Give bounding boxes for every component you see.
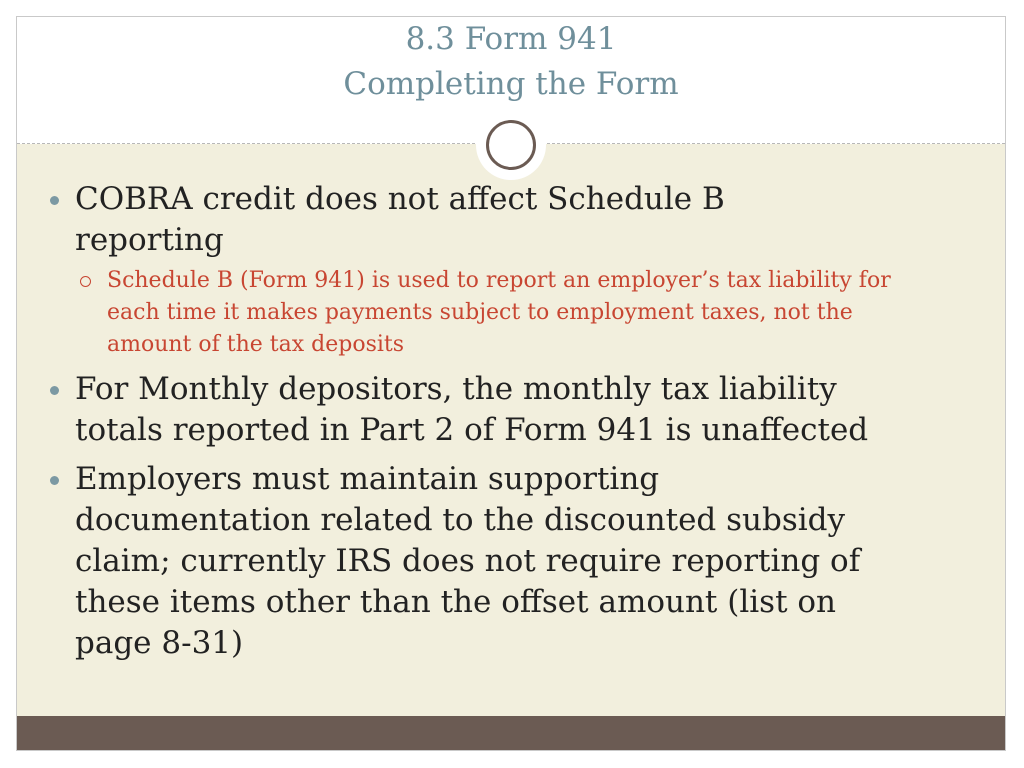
ring-inner xyxy=(486,120,536,170)
bullet-text: COBRA credit does not affect Schedule B reporting xyxy=(75,181,725,258)
sub-bullet-schedule-b xyxy=(17,265,947,361)
bullet-dot-icon xyxy=(50,196,59,205)
bullet-list xyxy=(17,179,1005,664)
bullet-item-monthly-depositors xyxy=(17,369,947,451)
bullet-dot-icon xyxy=(50,476,59,485)
bullet-dot-icon xyxy=(50,386,59,395)
bullet-item-documentation xyxy=(17,459,947,664)
bullet-item-cobra xyxy=(17,179,947,261)
bullet-text: Employers must maintain supporting documentation related to the discounted subsidy claim; currently IRS does not require reporting of these items other than the offset amount (list on page 8-31) xyxy=(75,461,861,661)
sub-bullet-text: Schedule B (Form 941) is used to report an employer’s tax liability for each time it makes payments subject to employment taxes, not the amount of the tax deposits xyxy=(107,268,891,357)
footer-bar xyxy=(17,716,1005,750)
ring-icon xyxy=(476,110,546,180)
hollow-circle-icon xyxy=(80,276,91,287)
bullet-text: For Monthly depositors, the monthly tax liability totals reported in Part 2 of Form 941 is unaffected xyxy=(75,371,869,448)
slide-title-line-2: Completing the Form xyxy=(343,66,679,102)
slide xyxy=(16,16,1006,751)
slide-title-line-1: 8.3 Form 941 xyxy=(405,21,617,57)
